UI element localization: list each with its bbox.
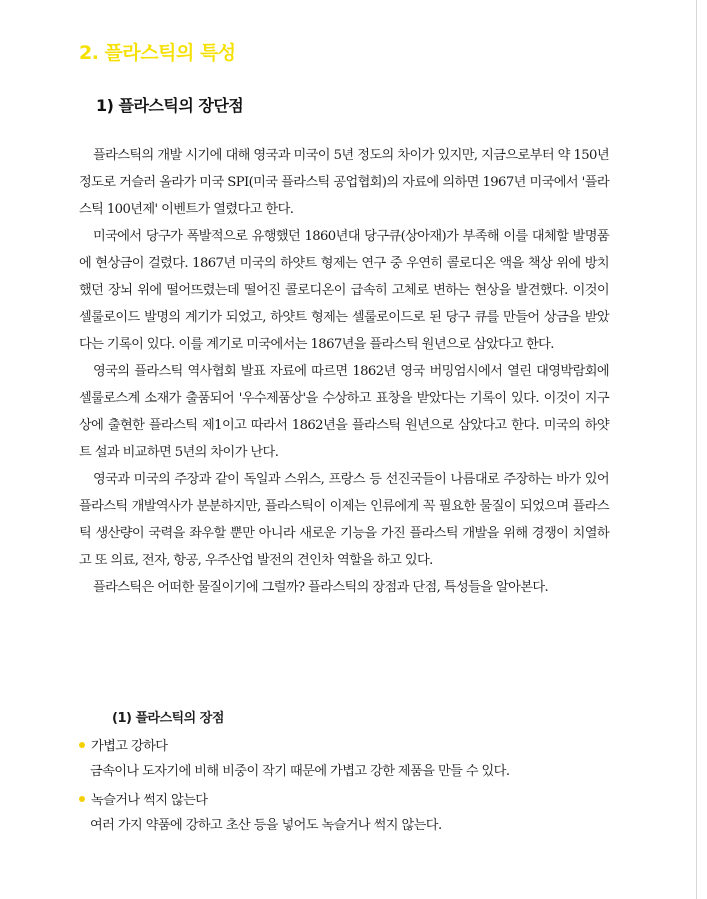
list-item xyxy=(79,785,619,839)
bullet-icon xyxy=(79,742,85,748)
paragraph: 미국에서 당구가 폭발적으로 유행했던 1860년대 당구큐(상아재)가 부족해 이를 대체할 발명품에 현상금이 걸렸다. 1867년 미국의 하얏트 형제는 연구 중 우연히 콜로디온 액을 책상 위에 방치했던 장뇌 위에 떨어뜨렸는데 떨어진 콜로디온이 급속히 고체로 변하는 현상을 발견했다. 이것이 셀룰로이드 발명의 계기가 되었고, 하얏트 형제는 셀룰로이드로 된 당구 큐를 만들어 상금을 받았다는 기록이 있다. 이를 계기로 미국에서는 1867년을 플라스틱 원년으로 삼았다고 한다. xyxy=(79,229,609,352)
advantage-description: 여러 가지 약품에 강하고 초산 등을 넣어도 녹슬거나 썩지 않는다. xyxy=(90,818,442,833)
section-title: 2. 플라스틱의 특성 xyxy=(79,42,236,64)
subsection-title: 1) 플라스틱의 장단점 xyxy=(96,96,244,115)
advantages-list xyxy=(79,731,619,839)
advantages-title: (1) 플라스틱의 장점 xyxy=(112,711,224,726)
advantage-description: 금속이나 도자기에 비해 비중이 작기 때문에 가볍고 강한 제품을 만들 수 있다. xyxy=(90,764,510,779)
paragraph: 플라스틱은 어떠한 물질이기에 그럴까? 플라스틱의 장점과 단점, 특성들을 알아본다. xyxy=(93,580,549,595)
paragraph: 영국과 미국의 주장과 같이 독일과 스위스, 프랑스 등 선진국들이 나름대로 주장하는 바가 있어 플라스틱 개발역사가 분분하지만, 플라스틱이 이제는 인류에게 꼭 필요한 물질이 되었으며 플라스틱 생산량이 국력을 좌우할 뿐만 아니라 새로운 기능을 가진 플라스틱 개발을 위해 경쟁이 치열하고 또 의료, 전자, 항공, 우주산업 발전의 견인차 역할을 하고 있다. xyxy=(79,472,609,568)
advantage-heading: 가볍고 강하다 xyxy=(91,739,168,754)
bullet-icon xyxy=(79,796,85,802)
paragraph: 플라스틱의 개발 시기에 대해 영국과 미국이 5년 정도의 차이가 있지만, 지금으로부터 약 150년 정도로 거슬러 올라가 미국 SPI(미국 플라스틱 공업협회)의 자료에 의하면 1967년 미국에서 '플라스틱 100년제' 이벤트가 열렸다고 한다. xyxy=(79,148,609,217)
body-text xyxy=(79,142,609,601)
paragraph: 영국의 플라스틱 역사협회 발표 자료에 따르면 1862년 영국 버밍엄시에서 열린 대영박람회에 셀룰로스계 소재가 출품되어 '우수제품상'을 수상하고 표창을 받았다는 기록이 있다. 이것이 지구상에 출현한 플라스틱 제1이고 따라서 1862년을 플라스틱 원년으로 삼았다고 한다. 미국의 하얏트 설과 비교하면 5년의 차이가 난다. xyxy=(79,364,609,460)
page-edge-divider xyxy=(696,0,697,899)
list-item xyxy=(79,731,619,785)
advantage-heading: 녹슬거나 썩지 않는다 xyxy=(91,793,208,808)
